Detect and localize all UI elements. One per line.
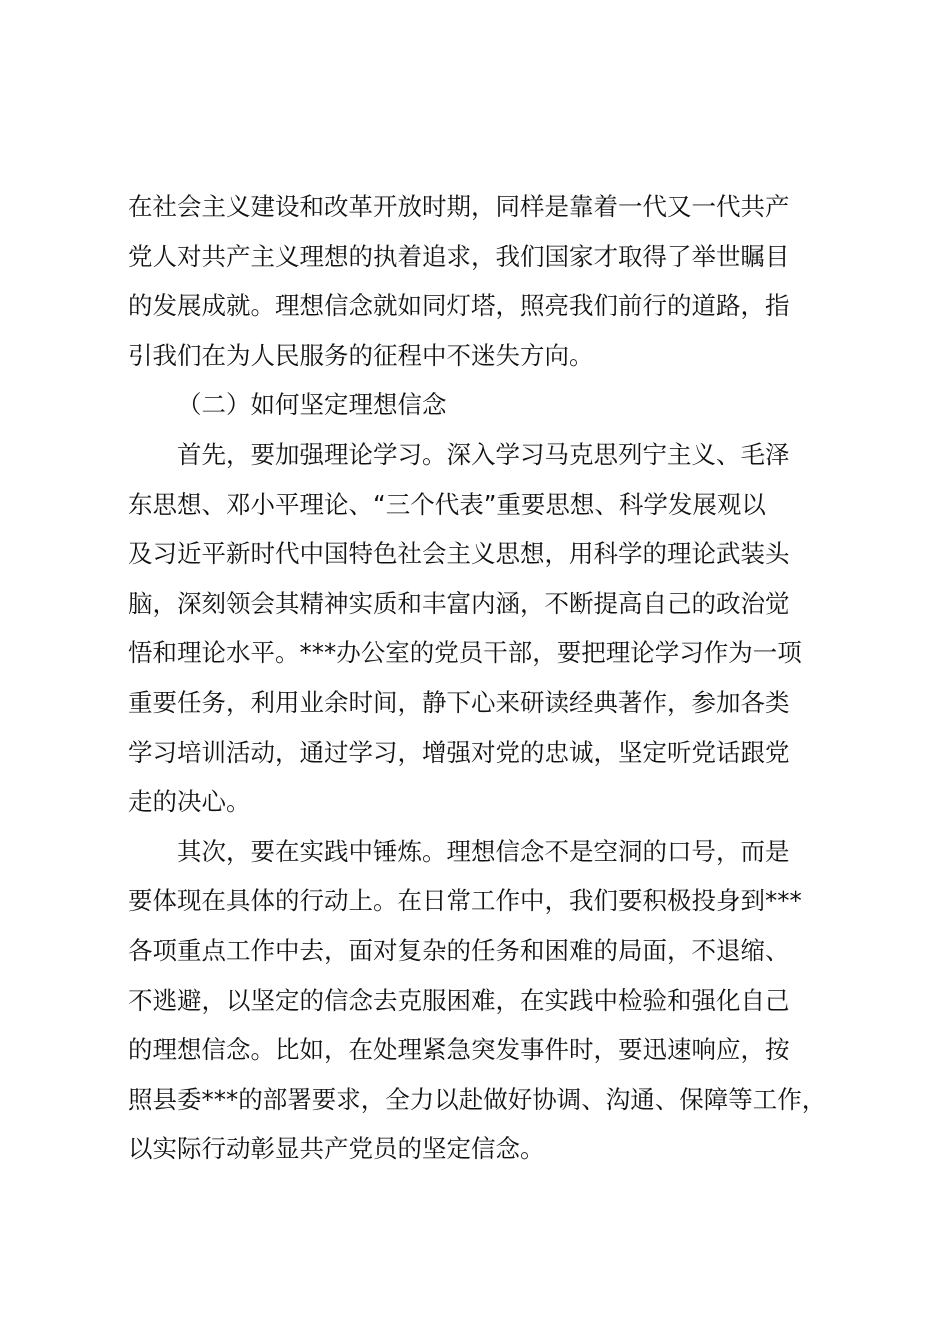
heading-text: （二）如何坚定理想信念: [177, 390, 447, 420]
paragraph-theory-study: [128, 430, 838, 827]
text-line: 各项重点工作中去，面对复杂的任务和困难的局面，不退缩、: [128, 935, 790, 965]
text-line: 党人对共产主义理想的执着追求，我们国家才取得了举世瞩目: [128, 241, 790, 271]
text-line: 不逃避，以坚定的信念去克服困难，在实践中检验和强化自己: [128, 985, 790, 1015]
text-line: 的理想信念。比如，在处理紧急突发事件时，要迅速响应，按: [128, 1035, 790, 1065]
paragraph-practice: [128, 827, 838, 1174]
text-line: 悟和理论水平。***办公室的党员干部，要把理论学习作为一项: [128, 638, 802, 668]
text-line: 要体现在具体的行动上。在日常工作中，我们要积极投身到***: [128, 886, 802, 916]
text-line: 走的决心。: [128, 787, 251, 817]
text-line: 脑，深刻领会其精神实质和丰富内涵，不断提高自己的政治觉: [128, 588, 790, 618]
text-line: 照县委***的部署要求，全力以赴做好协调、沟通、保障等工作，: [128, 1084, 827, 1114]
text-line: 以实际行动彰显共产党员的坚定信念。: [128, 1134, 545, 1164]
text-line: 在社会主义建设和改革开放时期，同样是靠着一代又一代共产: [128, 192, 790, 221]
section-heading: [128, 380, 838, 430]
text-line: 的发展成就。理想信念就如同灯塔，照亮我们前行的道路，指: [128, 291, 790, 321]
text-line: 及习近平新时代中国特色社会主义思想，用科学的理论武装头: [128, 539, 790, 569]
text-line: 引我们在为人民服务的征程中不迷失方向。: [128, 340, 594, 370]
text-line: 其次，要在实践中锤炼。理想信念不是空洞的口号，而是: [177, 836, 790, 866]
paragraph-continued: [128, 182, 838, 380]
text-line: 重要任务，利用业余时间，静下心来研读经典著作，参加各类: [128, 687, 790, 717]
document-body: [128, 182, 838, 1174]
text-line: 首先，要加强理论学习。深入学习马克思列宁主义、毛泽: [177, 439, 790, 469]
text-line: 东思想、邓小平理论、“三个代表”重要思想、科学发展观以: [128, 489, 766, 519]
text-line: 学习培训活动，通过学习，增强对党的忠诚，坚定听党话跟党: [128, 737, 790, 767]
